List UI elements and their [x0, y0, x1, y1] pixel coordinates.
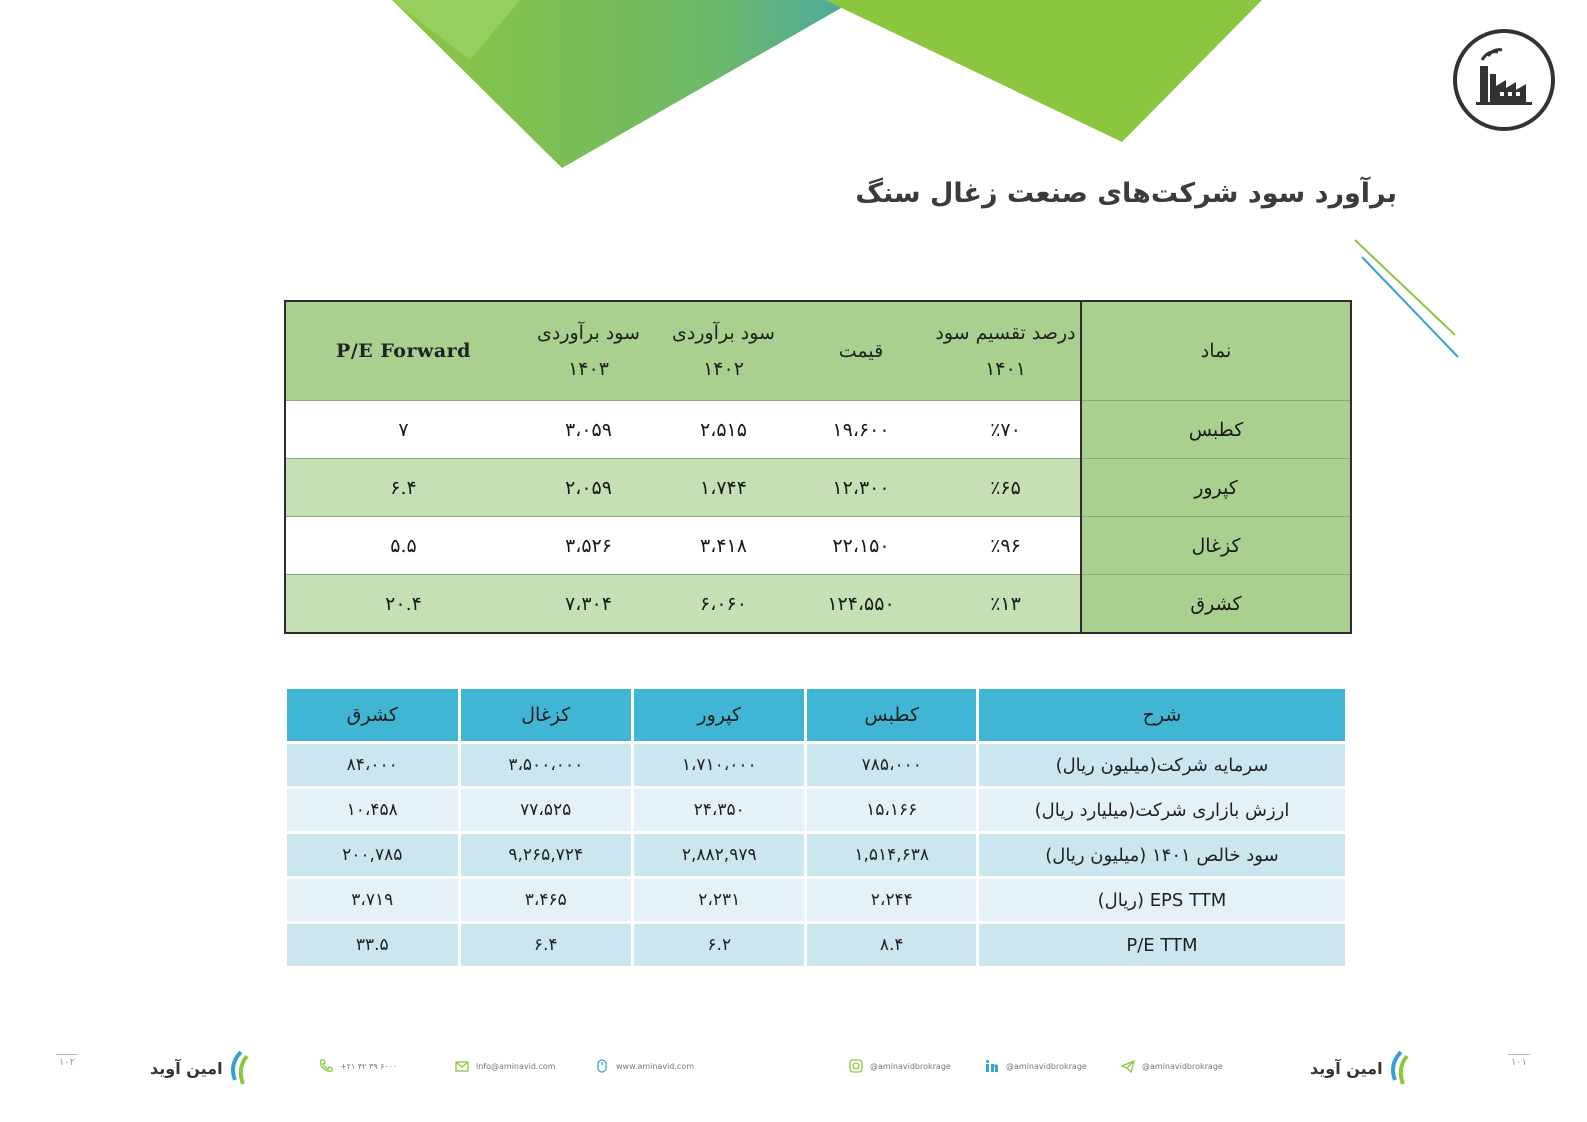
linkedin-icon [984, 1058, 1000, 1074]
cell-value: ۲،۲۴۴ [807, 879, 975, 921]
cell-description: EPS TTM (ریال) [979, 879, 1345, 921]
cell-value: ۱,۵۱۴,۶۳۸ [807, 834, 975, 876]
website-link[interactable] [594, 1058, 694, 1074]
instagram-text: @aminavidbrokrage [870, 1061, 951, 1071]
cell-profit-1402: ۱،۷۴۴ [656, 459, 791, 517]
factory-icon [1452, 28, 1556, 132]
table-row [287, 789, 1345, 831]
cell-dividend: ٪۹۶ [931, 517, 1081, 575]
email-contact[interactable] [454, 1058, 556, 1074]
table-row [285, 575, 1351, 634]
brand-logo-left [150, 1050, 255, 1086]
cell-value: ۶.۴ [461, 924, 631, 966]
header-profit-1402 [656, 301, 791, 401]
table-row [287, 744, 1345, 786]
cell-symbol: کپرور [1081, 459, 1351, 517]
page-title: برآورد سود شرکت‌های صنعت زغال سنگ [855, 178, 1397, 209]
cell-profit-1402: ۳،۴۱۸ [656, 517, 791, 575]
cell-dividend: ٪۱۳ [931, 575, 1081, 634]
cell-value: ۷۷،۵۲۵ [461, 789, 631, 831]
cell-value: ۶.۲ [634, 924, 804, 966]
instagram-icon [848, 1058, 864, 1074]
header-profit-1403-year: ۱۴۰۳ [568, 358, 609, 380]
header-description: شرح [979, 689, 1345, 741]
header-price: قیمت [791, 301, 931, 401]
company-metrics-table [284, 686, 1348, 969]
cell-value: ۱۰،۴۵۸ [287, 789, 458, 831]
linkedin-link[interactable] [984, 1058, 1087, 1074]
decorative-lines [1350, 235, 1460, 360]
header-dividend-year: ۱۴۰۱ [985, 358, 1026, 380]
header-profit-1403 [521, 301, 656, 401]
cell-value: ۳۳.۵ [287, 924, 458, 966]
cell-profit-1402: ۶،۰۶۰ [656, 575, 791, 634]
cell-value: ۲۴،۳۵۰ [634, 789, 804, 831]
header-profit-1402-label: سود برآوردی [672, 321, 775, 344]
header-company: کطبس [807, 689, 975, 741]
cell-description: ارزش بازاری شرکت(میلیارد ریال) [979, 789, 1345, 831]
linkedin-text: @aminavidbrokrage [1006, 1061, 1087, 1071]
header-banner-graphic [0, 0, 1587, 180]
header-company: کپرور [634, 689, 804, 741]
cell-description: P/E TTM [979, 924, 1345, 966]
page-number-left: ۱۰۲ [56, 1054, 78, 1068]
phone-icon [318, 1058, 334, 1074]
cell-profit-1402: ۲،۵۱۵ [656, 401, 791, 459]
cell-price: ۱۲۴،۵۵۰ [791, 575, 931, 634]
cell-symbol: کزغال [1081, 517, 1351, 575]
header-dividend-label: درصد تقسیم سود [935, 321, 1076, 344]
table-row [287, 879, 1345, 921]
page-footer [0, 1040, 1587, 1100]
table-row [287, 924, 1345, 966]
cell-pe: ۶.۴ [285, 459, 521, 517]
cell-pe: ۵.۵ [285, 517, 521, 575]
brand-mark-icon [1387, 1050, 1415, 1086]
table-row [285, 517, 1351, 575]
cell-value: ۲،۲۳۱ [634, 879, 804, 921]
cell-symbol: کطبس [1081, 401, 1351, 459]
header-dividend [931, 301, 1081, 401]
cell-value: ۲۰۰,۷۸۵ [287, 834, 458, 876]
cell-pe: ۲۰.۴ [285, 575, 521, 634]
cell-profit-1403: ۳،۵۲۶ [521, 517, 656, 575]
cell-description: سرمایه شرکت(میلیون ریال) [979, 744, 1345, 786]
cell-profit-1403: ۷،۳۰۴ [521, 575, 656, 634]
mouse-icon [594, 1058, 610, 1074]
cell-value: ۸.۴ [807, 924, 975, 966]
brand-logo-right [1310, 1050, 1415, 1086]
telegram-icon [1120, 1058, 1136, 1074]
table-header-row [285, 301, 1351, 401]
table-row [285, 401, 1351, 459]
header-symbol: نماد [1081, 301, 1351, 401]
email-text: info@aminavid.com [476, 1061, 556, 1071]
profit-estimate-table [284, 300, 1352, 634]
telegram-text: @aminavidbrokrage [1142, 1061, 1223, 1071]
cell-value: ۹,۲۶۵,۷۲۴ [461, 834, 631, 876]
cell-value: ۲,۸۸۲,۹۷۹ [634, 834, 804, 876]
cell-profit-1403: ۳،۰۵۹ [521, 401, 656, 459]
table-row [285, 459, 1351, 517]
cell-price: ۱۲،۳۰۰ [791, 459, 931, 517]
cell-description: سود خالص ۱۴۰۱ (میلیون ریال) [979, 834, 1345, 876]
cell-dividend: ٪۶۵ [931, 459, 1081, 517]
table-row [287, 834, 1345, 876]
cell-value: ۱۵،۱۶۶ [807, 789, 975, 831]
cell-value: ۸۴،۰۰۰ [287, 744, 458, 786]
table-header-row [287, 689, 1345, 741]
phone-text: +۲۱ ۴۲ ۳۹ ۶۰۰۰ [340, 1061, 398, 1071]
cell-symbol: کشرق [1081, 575, 1351, 634]
cell-dividend: ٪۷۰ [931, 401, 1081, 459]
instagram-link[interactable] [848, 1058, 951, 1074]
header-profit-1403-label: سود برآوردی [537, 321, 640, 344]
cell-value: ۳،۵۰۰،۰۰۰ [461, 744, 631, 786]
cell-value: ۱،۷۱۰،۰۰۰ [634, 744, 804, 786]
cell-price: ۱۹،۶۰۰ [791, 401, 931, 459]
email-icon [454, 1058, 470, 1074]
header-company: کزغال [461, 689, 631, 741]
header-profit-1402-year: ۱۴۰۲ [703, 358, 744, 380]
cell-price: ۲۲،۱۵۰ [791, 517, 931, 575]
cell-profit-1403: ۲،۰۵۹ [521, 459, 656, 517]
brand-name: امین آوید [1310, 1058, 1383, 1078]
phone-contact[interactable] [318, 1058, 397, 1074]
header-pe-forward: P/E Forward [285, 301, 521, 401]
cell-pe: ۷ [285, 401, 521, 459]
website-text: www.aminavid.com [616, 1061, 694, 1071]
header-company: کشرق [287, 689, 458, 741]
cell-value: ۷۸۵،۰۰۰ [807, 744, 975, 786]
page-number-right: ۱۰۱ [1508, 1054, 1530, 1068]
cell-value: ۳،۷۱۹ [287, 879, 458, 921]
cell-value: ۳،۴۶۵ [461, 879, 631, 921]
brand-mark-icon [227, 1050, 255, 1086]
telegram-link[interactable] [1120, 1058, 1223, 1074]
brand-name: امین آوید [150, 1058, 223, 1078]
